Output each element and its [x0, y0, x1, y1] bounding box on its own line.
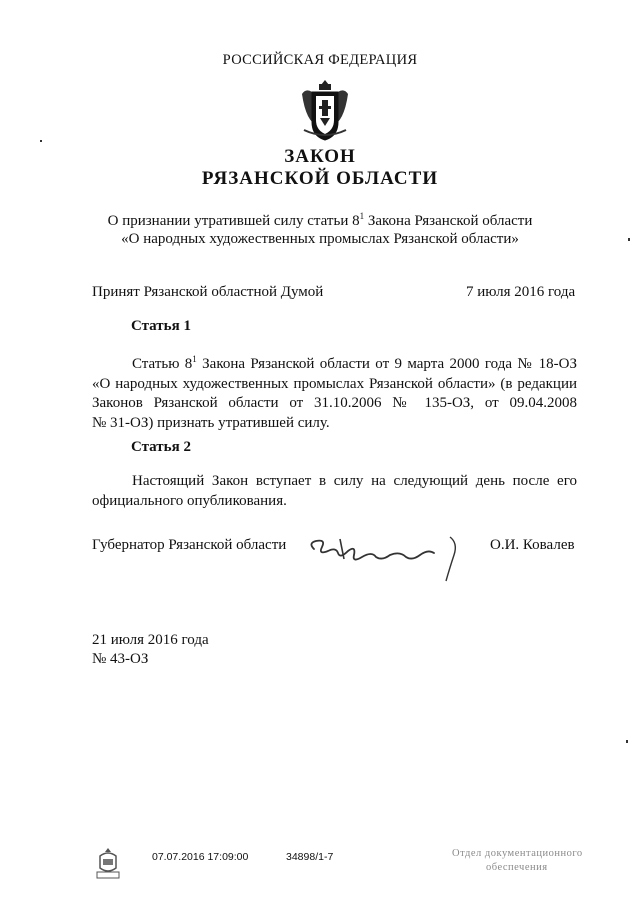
coat-of-arms-icon: [294, 78, 356, 144]
signing-date: 21 июля 2016 года: [92, 632, 209, 648]
law-region-title: РЯЗАНСКОЙ ОБЛАСТИ: [201, 168, 439, 189]
footer-document-id: 34898/1-7: [286, 851, 334, 863]
department-stamp-line-2: обеспечения: [486, 862, 548, 873]
country-heading: РОССИЙСКАЯ ФЕДЕРАЦИЯ: [222, 52, 418, 68]
adopted-date: 7 июля 2016 года: [466, 284, 576, 300]
article-1-text: Статью $8^1$ Закона Рязанской области от 9 марта 2000 года № 18-ОЗ «О народных художественных промыслах Рязанской области» (в редакции Законов Рязанской области от 31.10.2006 № 135-ОЗ, от 09.04.2008 № 31-ОЗ) признать утратившей силу.: [92, 354, 577, 431]
governor-name: О.И. Ковалев: [490, 537, 575, 553]
law-title: ЗАКОН: [284, 146, 356, 167]
article-2-heading: Статья 2: [131, 439, 191, 455]
subject-line-1: О признании утратившей силу статьи $8^1$ Закона Рязанской области: [107, 211, 533, 229]
footer-timestamp: 07.07.2016 17:09:00: [152, 851, 249, 863]
scan-mark: [626, 740, 628, 743]
scan-mark: [628, 238, 630, 241]
subject-line-2: «О народных художественных промыслах Рязанской области»: [121, 231, 519, 247]
scan-mark: [40, 140, 42, 142]
handwritten-signature: [300, 527, 470, 587]
duma-logo-icon: [94, 846, 122, 882]
law-number: № 43-ОЗ: [92, 651, 149, 667]
adopted-by: Принят Рязанской областной Думой: [92, 284, 324, 300]
department-stamp-line-1: Отдел документационного: [452, 848, 583, 859]
article-1-heading: Статья 1: [131, 318, 191, 334]
article-2-text: Настоящий Закон вступает в силу на следующий день после его официального опубликования.: [92, 473, 577, 509]
governor-position: Губернатор Рязанской области: [92, 537, 287, 553]
